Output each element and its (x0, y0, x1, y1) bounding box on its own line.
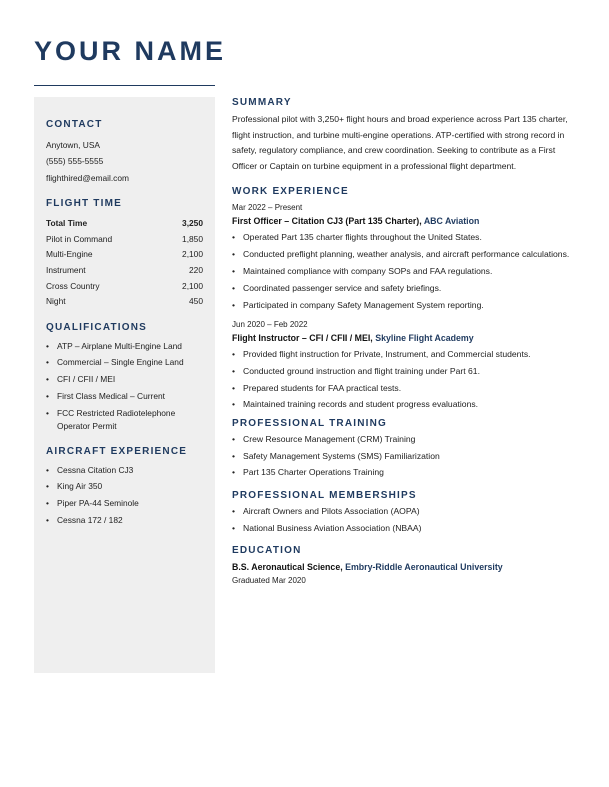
list-item: • Maintained training records and student progress evaluations. (232, 398, 582, 411)
flight-time-label: Total Time (46, 218, 88, 229)
training-section (232, 418, 582, 480)
job-entry (232, 318, 582, 412)
contact-section (46, 119, 203, 186)
name-divider (34, 85, 215, 86)
flight-time-section (46, 198, 203, 310)
list-item: • Commercial – Single Engine Land (46, 356, 203, 370)
job-title: Flight Instructor – CFI / CFII / MEI, (232, 332, 373, 343)
flight-time-heading: FLIGHT TIME (46, 198, 122, 210)
job-dates: Jun 2020 – Feb 2022 (232, 319, 308, 329)
list-item: • Crew Resource Management (CRM) Training (232, 433, 582, 446)
list-item: • ATP – Airplane Multi-Engine Land (46, 340, 203, 354)
list-item: • Part 135 Charter Operations Training (232, 466, 582, 479)
memberships-heading: PROFESSIONAL MEMBERSHIPS (232, 489, 417, 501)
main-content (232, 97, 582, 598)
list-item: • CFI / CFII / MEI (46, 373, 203, 387)
resume-name: YOUR NAME (34, 36, 227, 66)
flight-time-value: 1,850 (182, 233, 203, 244)
job-title-line (232, 331, 582, 345)
list-item: • FCC Restricted Radiotelephone Operator Permit (46, 407, 203, 434)
job-bullets (232, 348, 582, 412)
flight-time-value: 2,100 (182, 280, 203, 291)
flight-time-row (46, 279, 203, 295)
education-degree: B.S. Aeronautical Science, (232, 561, 343, 572)
list-item: • Maintained compliance with company SOPs and FAA regulations. (232, 265, 582, 278)
sidebar (34, 97, 215, 673)
job-title: First Officer – Citation CJ3 (Part 135 Charter), (232, 216, 422, 227)
summary-heading: SUMMARY (232, 97, 292, 108)
list-item: • Aircraft Owners and Pilots Association (AOPA) (232, 505, 582, 518)
job-employer: ABC Aviation (423, 216, 480, 227)
list-item: • National Business Aviation Association (NBAA) (232, 522, 582, 535)
flight-time-label: Multi-Engine (46, 249, 93, 260)
flight-time-row (46, 232, 203, 248)
flight-time-value: 220 (189, 265, 203, 275)
aircraft-list (46, 464, 203, 528)
job-employer: Skyline Flight Academy (375, 332, 474, 343)
education-section (232, 545, 582, 588)
list-item: • Cessna Citation CJ3 (46, 464, 203, 478)
training-list (232, 433, 582, 480)
flight-time-label: Cross Country (46, 280, 100, 291)
flight-time-row (46, 263, 203, 279)
training-heading: PROFESSIONAL TRAINING (232, 417, 388, 429)
flight-time-label: Instrument (46, 265, 86, 275)
list-item: • Provided flight instruction for Private, Instrument, and Commercial students. (232, 348, 582, 361)
flight-time-value: 2,100 (182, 249, 203, 260)
contact-email: flighthired@email.com (46, 172, 129, 183)
education-graduated: Graduated Mar 2020 (232, 575, 306, 585)
flight-time-label: Night (46, 296, 66, 307)
list-item: • Participated in company Safety Management System reporting. (232, 299, 582, 312)
list-item: • Safety Management Systems (SMS) Familiarization (232, 450, 582, 463)
summary-section (232, 97, 582, 174)
job-bullets (232, 231, 582, 312)
qualifications-section (46, 322, 203, 434)
memberships-section (232, 490, 582, 535)
list-item: • Conducted ground instruction and flight training under Part 61. (232, 365, 582, 378)
work-heading: WORK EXPERIENCE (232, 186, 349, 198)
list-item: • King Air 350 (46, 480, 203, 494)
flight-time-value: 450 (189, 296, 203, 307)
contact-phone: (555) 555-5555 (46, 156, 104, 167)
job-dates: Mar 2022 – Present (232, 203, 303, 213)
summary-text: Professional pilot with 3,250+ flight hours and broad experience across Part 135 charter, flight instruction, and turbine multi-engine operations. ATP-certified with strong record in safety, regulatory compliance, and crew coordination. Seeking to contribute as a First Officer or Captain on turbine equipment in a professional flight department. (232, 114, 568, 171)
list-item: • First Class Medical – Current (46, 390, 203, 404)
qualifications-heading: QUALIFICATIONS (46, 321, 148, 333)
list-item: • Cessna 172 / 182 (46, 514, 203, 528)
list-item: • Operated Part 135 charter flights throughout the United States. (232, 231, 582, 244)
education-degree-line (232, 560, 582, 574)
qualifications-list (46, 340, 203, 434)
flight-time-row (46, 247, 203, 263)
list-item: • Coordinated passenger service and safety briefings. (232, 282, 582, 295)
list-item: • Prepared students for FAA practical tests. (232, 382, 582, 395)
list-item: • Piper PA-44 Seminole (46, 497, 203, 511)
flight-time-row (46, 216, 203, 232)
flight-time-row (46, 294, 203, 310)
education-school: Embry-Riddle Aeronautical University (345, 561, 503, 572)
memberships-list (232, 505, 582, 535)
job-title-line (232, 214, 582, 228)
aircraft-section (46, 446, 203, 528)
contact-heading: CONTACT (46, 119, 103, 130)
flight-time-label: Pilot in Command (46, 233, 113, 244)
list-item: • Conducted preflight planning, weather analysis, and aircraft performance calculations. (232, 248, 582, 261)
job-entry (232, 201, 582, 312)
work-section (232, 186, 582, 411)
aircraft-heading: AIRCRAFT EXPERIENCE (46, 445, 188, 457)
flight-time-value: 3,250 (182, 218, 203, 229)
contact-location: Anytown, USA (46, 140, 100, 150)
education-heading: EDUCATION (232, 544, 302, 556)
